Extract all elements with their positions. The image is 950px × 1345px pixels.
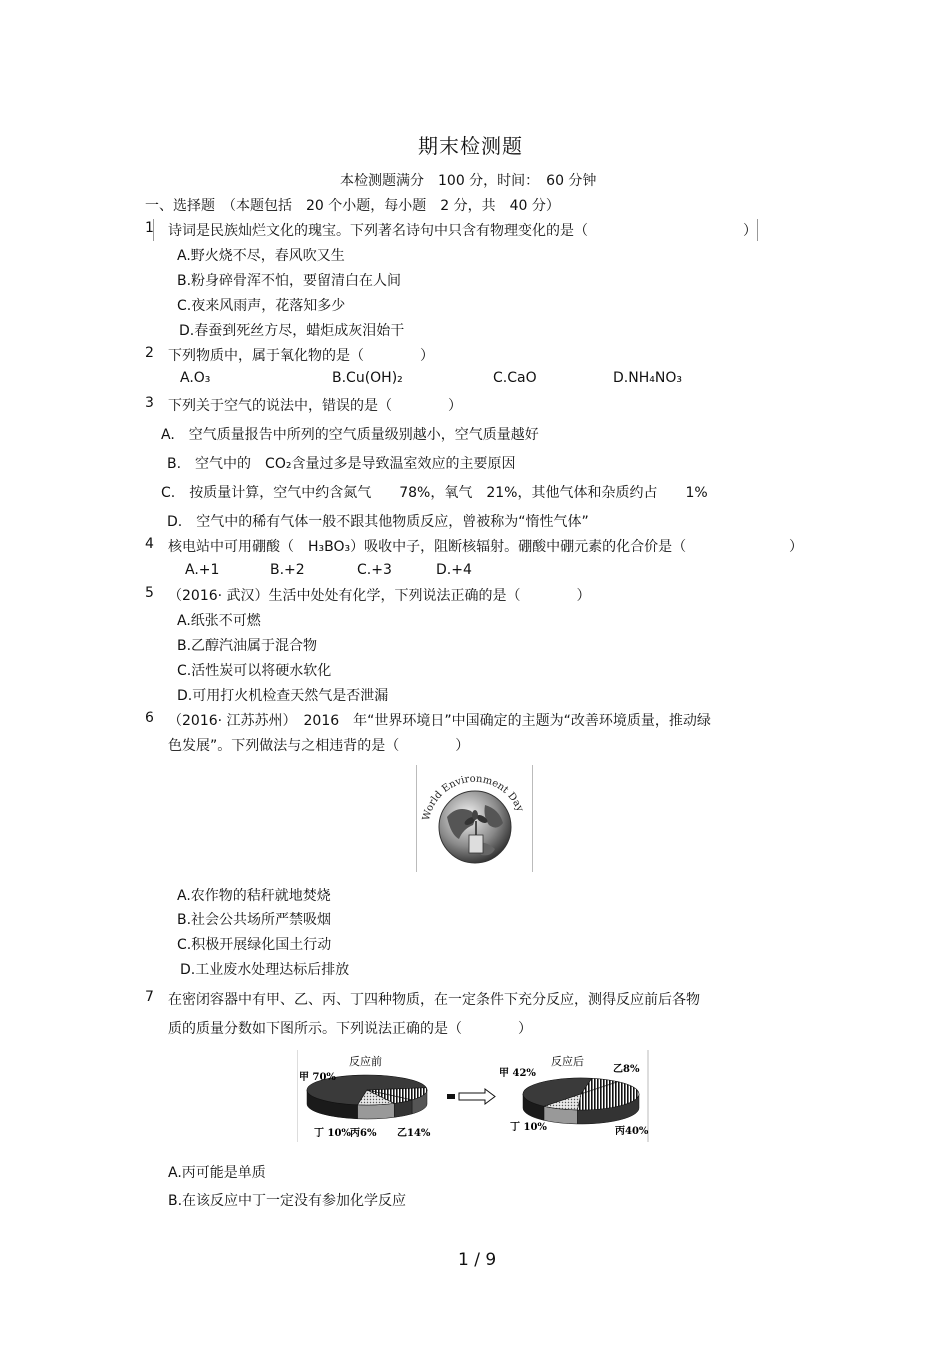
- chart-title-before: 反应前: [349, 1055, 382, 1068]
- page-title: 期末检测题: [418, 134, 523, 158]
- question-number: 4: [145, 536, 154, 552]
- option-b: B. 空气中的 CO₂含量过多是导致温室效应的主要原因: [167, 456, 516, 472]
- question-stem: （2016· 武汉）生活中处处有化学，下列说法正确的是（ ）: [168, 588, 591, 604]
- option-b: B.粉身碎骨浑不怕，要留清白在人间: [177, 273, 402, 289]
- question-number: 2: [145, 345, 154, 361]
- question-stem-cont: 色发展”。下列做法与之相违背的是（ ）: [168, 738, 470, 754]
- question-stem: 核电站中可用硼酸（ H₃BO₃）吸收中子，阻断核辐射。硼酸中硼元素的化合价是（: [168, 539, 687, 555]
- question-stem-cont: 质的质量分数如下图所示。下列说法正确的是（ ）: [168, 1021, 532, 1037]
- question-number: 3: [145, 395, 154, 411]
- option-c: C.CaO: [493, 370, 537, 386]
- label-yi-before: 乙14%: [397, 1128, 431, 1139]
- answer-paren-end: ）: [743, 223, 757, 239]
- option-d: D.NH₄NO₃: [613, 370, 682, 386]
- option-c: C.活性炭可以将硬水软化: [177, 663, 332, 679]
- option-d: D.春蚕到死丝方尽，蜡炬成灰泪始干: [179, 323, 405, 339]
- question-stem: 在密闭容器中有甲、乙、丙、丁四种物质，在一定条件下充分反应，测得反应前后各物: [168, 992, 700, 1008]
- exam-info: 本检测题满分 100 分，时间： 60 分钟: [340, 173, 597, 189]
- label-ding-before: 丁 10%: [314, 1128, 351, 1139]
- option-b: B.在该反应中丁一定没有参加化学反应: [168, 1193, 407, 1209]
- text-cursor-bar: [757, 219, 758, 241]
- option-a: A.丙可能是单质: [168, 1165, 266, 1181]
- page-number: 1 / 9: [458, 1250, 497, 1270]
- option-a: A.野火烧不尽，春风吹又生: [177, 248, 345, 264]
- option-b: B.Cu(OH)₂: [332, 370, 403, 386]
- label-bing-after: 丙40%: [615, 1126, 649, 1137]
- option-d: D.工业废水处理达标后排放: [180, 962, 350, 978]
- question-stem: 诗词是民族灿烂文化的瑰宝。下列著名诗句中只含有物理变化的是（: [168, 223, 588, 239]
- pie-after: [523, 1078, 639, 1124]
- slice-ding-side: [358, 1103, 395, 1119]
- pie-chart-figure: [297, 1050, 649, 1142]
- option-a: A. 空气质量报告中所列的空气质量级别越小，空气质量越好: [161, 427, 539, 443]
- label-ding-after: 丁 10%: [510, 1122, 547, 1133]
- answer-paren-end: ）: [789, 539, 803, 555]
- question-stem: （2016· 江苏苏州） 2016 年“世界环境日”中国确定的主题为“改善环境质量，推动绿: [168, 713, 711, 729]
- label-jia-after: 甲 42%: [499, 1068, 536, 1079]
- label-yi-after: 乙8%: [613, 1064, 640, 1075]
- arrow-icon: [447, 1089, 495, 1104]
- globe-icon: [417, 765, 532, 872]
- option-b: B.社会公共场所严禁吸烟: [177, 912, 332, 928]
- label-bing-before: 丙6%: [350, 1128, 377, 1139]
- question-stem: 下列关于空气的说法中，错误的是（ ）: [168, 398, 462, 414]
- option-c: C.+3: [357, 562, 392, 578]
- option-b: B.+2: [270, 562, 305, 578]
- label-jia-before: 甲 70%: [299, 1072, 336, 1083]
- option-d: D. 空气中的稀有气体一般不跟其他物质反应，曾被称为“惰性气体”: [167, 514, 589, 530]
- world-environment-day-image: [416, 765, 533, 872]
- option-b: B.乙醇汽油属于混合物: [177, 638, 318, 654]
- question-number: 7: [145, 989, 154, 1005]
- question-number: 1: [145, 220, 154, 236]
- section-heading: 一、选择题 （本题包括 20 个小题，每小题 2 分，共 40 分）: [145, 198, 560, 214]
- world-environment-day-text: World Environment Day: [420, 773, 526, 822]
- option-c: C.夜来风雨声，花落知多少: [177, 298, 346, 314]
- option-c: C. 按质量计算，空气中约含氮气 78%，氧气 21%，其他气体和杂质约占 1%: [161, 485, 708, 501]
- chart-title-after: 反应后: [551, 1055, 584, 1068]
- option-a: A.纸张不可燃: [177, 613, 261, 629]
- option-a: A.+1: [185, 562, 220, 578]
- question-stem: 下列物质中，属于氧化物的是（ ）: [168, 348, 434, 364]
- question-number: 6: [145, 710, 154, 726]
- option-a: A.O₃: [180, 370, 211, 386]
- option-d: D.+4: [436, 562, 472, 578]
- option-c: C.积极开展绿化国土行动: [177, 937, 332, 953]
- pie-charts: [297, 1050, 649, 1142]
- option-d: D.可用打火机检查天然气是否泄漏: [177, 688, 389, 704]
- option-a: A.农作物的秸秆就地焚烧: [177, 888, 331, 904]
- question-number: 5: [145, 585, 154, 601]
